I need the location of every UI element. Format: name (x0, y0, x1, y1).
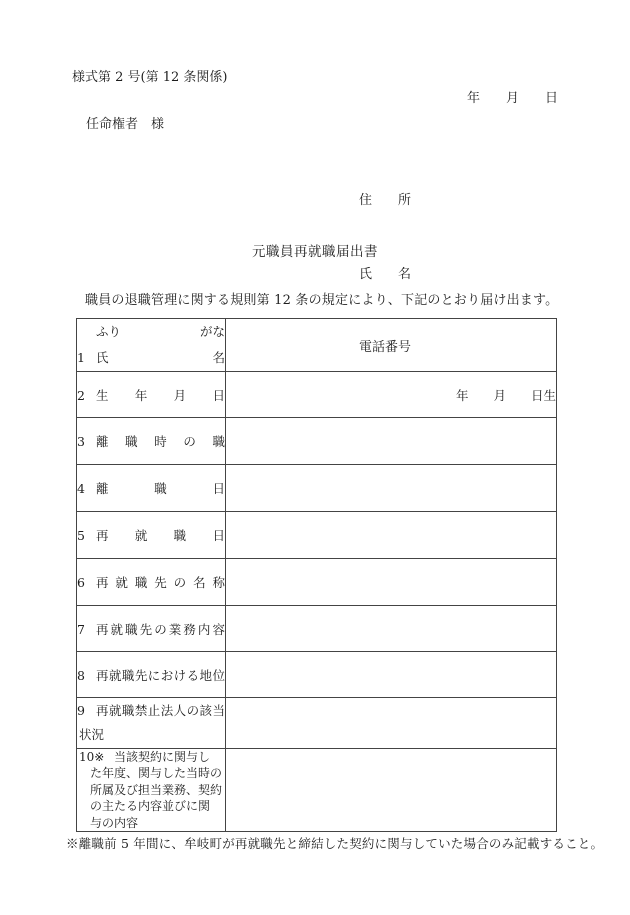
table-row (77, 372, 557, 418)
intro-text: 職員の退職管理に関する規則第 12 条の規定により、下記のとおり届け出ます。 (85, 293, 559, 308)
form-table (76, 318, 557, 832)
form-number: 様式第 2 号(第 12 条関係) (72, 70, 228, 85)
row-2-label-cell: 2 生年月日 (77, 372, 226, 418)
date-line: 年 月 日 (466, 91, 558, 106)
row-9-value-cell (226, 698, 557, 749)
table-row (77, 465, 557, 512)
row-6-label-cell: 6 再就職先の名称 (77, 559, 226, 606)
row-7-label-cell: 7 再就職先の業務内容 (77, 606, 226, 652)
table-row (77, 606, 557, 652)
footnote: ※離職前 5 年間に、牟岐町が再就職先と締結した契約に関与していた場合のみ記載すること。 (66, 836, 604, 851)
table-row (77, 319, 557, 372)
address-label: 住 所 (359, 193, 412, 208)
row-3-label-cell: 3 離職時の職 (77, 418, 226, 465)
row-9-label-cell: 9 再就職禁止法人の該当 状況 (77, 698, 226, 749)
row-5-label-cell: 5 再就職日 (77, 512, 226, 559)
table-row (77, 559, 557, 606)
row-8-value-cell (226, 652, 557, 698)
row-2-value-cell: 年 月 日生 (226, 372, 557, 418)
table-row (77, 418, 557, 465)
table-row (77, 652, 557, 698)
row-7-value-cell (226, 606, 557, 652)
name-label-line: 1 氏名 (77, 350, 225, 365)
document-title: 元職員再就職届出書 (252, 244, 378, 260)
row-10-label-cell: 10※ 当該契約に関与し た年度、関与した当時の 所属及び担当業務、契約 の主たる内容並びに関 与の内容 (77, 749, 226, 832)
name-label: 氏 名 (359, 266, 412, 282)
row-8-label-cell: 8 再就職先における地位 (77, 652, 226, 698)
row-5-value-cell (226, 512, 557, 559)
table-row (77, 749, 557, 832)
row-4-label-cell: 4 離職日 (77, 465, 226, 512)
row-6-value-cell (226, 559, 557, 606)
row-4-value-cell (226, 465, 557, 512)
table-row (77, 512, 557, 559)
row-1-label-cell (77, 319, 226, 372)
row-1-value-cell (226, 319, 557, 372)
furigana-line: ふり がな (96, 324, 225, 339)
addressee-line: 任命権者 様 (86, 117, 165, 132)
row-3-value-cell (226, 418, 557, 465)
table-row (77, 698, 557, 749)
row-10-value-cell (226, 749, 557, 832)
phone-label: 電話番号 (359, 340, 412, 355)
